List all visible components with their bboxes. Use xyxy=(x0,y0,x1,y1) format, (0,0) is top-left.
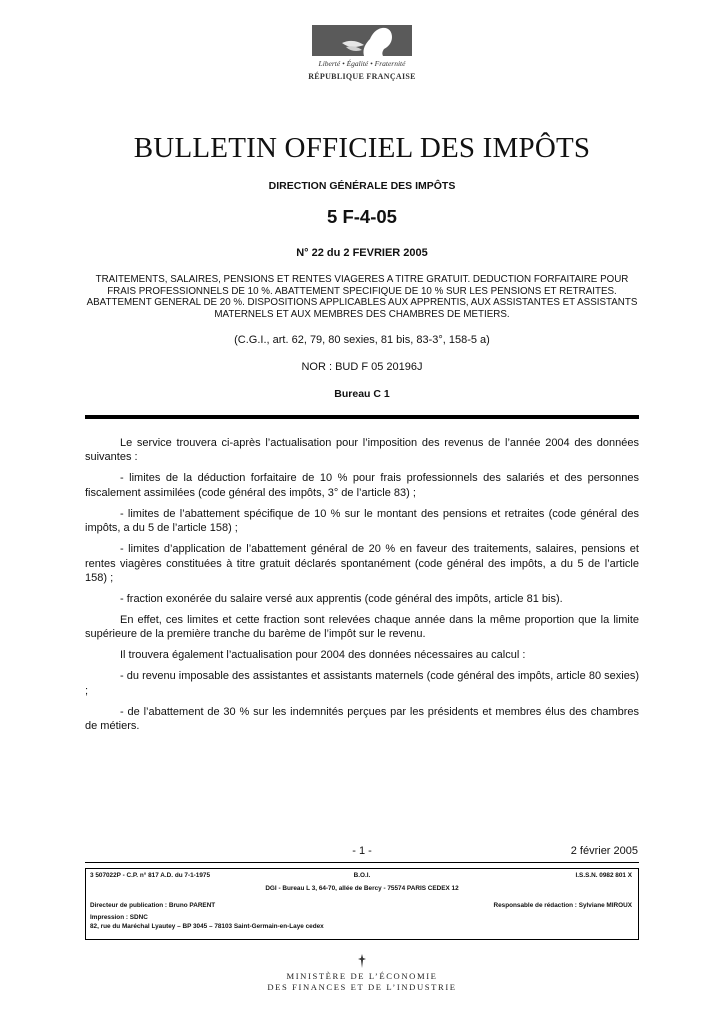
paragraph: - limites de l’abattement spécifique de 10 % sur le montant des pensions et retraites (code général des impôts, a du 5 de l’article 158) ; xyxy=(85,507,639,535)
nor-reference: NOR : BUD F 05 20196J xyxy=(301,361,423,373)
subject-heading: TRAITEMENTS, SALAIRES, PENSIONS ET RENTES VIAGERES A TITRE GRATUIT. DEDUCTION FORFAITAIRE POUR FRAIS PROFESSIONNELS DE 10 %. ABATTEMENT SPECIFIQUE DE 10 % SUR LES PENSIONS ET RETRAITES. ABATTEMENT GENERAL DE 20 %. DISPOSITIONS APPLICABLES AUX APPRENTIS, AUX ASSISTANTES ET ASSISTANTS MATERNELS ET AUX MEMBRES DES CHAMBRES DE METIERS. xyxy=(86,274,638,320)
page-title: BULLETIN OFFICIEL DES IMPÔTS xyxy=(133,132,591,164)
paragraph: Le service trouvera ci-après l’actualisation pour l’imposition des revenus de l’année 2004 des données suivantes : xyxy=(85,437,639,464)
paragraph: - fraction exonérée du salaire versé aux apprentis (code général des impôts, article 81 bis). xyxy=(120,593,563,606)
issn-label: I.S.S.N. 0982 801 X xyxy=(575,872,632,879)
publication-code: 3 507022P - C.P. n° 817 A.D. du 7-1-1975 xyxy=(90,872,211,879)
paragraph: Il trouvera également l’actualisation pour 2004 des données nécessaires au calcul : xyxy=(120,649,526,662)
cgi-reference: (C.G.I., art. 62, 79, 80 sexies, 81 bis, 83-3°, 158-5 a) xyxy=(234,334,490,346)
document-body xyxy=(85,436,639,740)
ministry-emblem-icon xyxy=(357,954,367,968)
header-divider xyxy=(85,415,639,419)
printer-label: Impression : SDNC xyxy=(90,914,148,921)
paragraph: - limites d’application de l’abattement général de 20 % en faveur des traitements, salaires, pensions et rentes viagères constituées à titre gratuit déclarés spontanément (code général des impôts, a du 5 de l’article 158) ; xyxy=(85,543,639,585)
logo-republic: RÉPUBLIQUE FRANÇAISE xyxy=(308,72,416,81)
direction-label: DIRECTION GÉNÉRALE DES IMPÔTS xyxy=(268,180,456,192)
page-number: - 1 - xyxy=(352,845,372,857)
paragraph: En effet, ces limites et cette fraction sont relevées chaque année dans la même proportion que la limite supérieure de la première tranche du barème de l’impôt sur le revenu. xyxy=(85,614,639,641)
bureau-label: Bureau C 1 xyxy=(334,388,390,400)
issue-number: N° 22 du 2 FEVRIER 2005 xyxy=(296,247,428,259)
boi-label: B.O.I. xyxy=(353,872,371,879)
paragraph: - du revenu imposable des assistantes et assistants maternels (code général des impôts, article 80 sexies) ; xyxy=(85,670,639,697)
marianne-logo xyxy=(312,25,412,56)
page-date: 2 février 2005 xyxy=(570,845,638,857)
document-reference: 5 F-4-05 xyxy=(327,206,397,227)
printer-address: 82, rue du Maréchal Lyautey – BP 3045 – 78103 Saint-Germain-en-Laye cedex xyxy=(90,923,324,930)
logo-motto: Liberté • Égalité • Fraternité xyxy=(318,59,406,68)
marianne-profile-icon xyxy=(312,25,412,56)
ministry-line-1: MINISTÈRE DE L’ÉCONOMIE xyxy=(286,971,438,981)
paragraph: - limites de la déduction forfaitaire de 10 % pour frais professionnels des salariés et des personnes fiscalement assimilées (code général des impôts, 3° de l’article 83) ; xyxy=(85,472,639,499)
paragraph: - de l’abattement de 30 % sur les indemnités perçues par les présidents et membres élus des chambres de métiers. xyxy=(85,705,639,733)
dgi-address: DGI - Bureau L 3, 64-70, allée de Bercy - 75574 PARIS CEDEX 12 xyxy=(265,885,459,892)
ministry-line-2: DES FINANCES ET DE L’INDUSTRIE xyxy=(267,982,457,992)
footer-divider xyxy=(85,862,639,863)
ministry-name xyxy=(0,971,724,993)
publication-info-box xyxy=(85,868,639,940)
publication-director: Directeur de publication : Bruno PARENT xyxy=(90,902,216,909)
editor-in-charge: Responsable de rédaction : Sylviane MIROUX xyxy=(493,902,632,909)
